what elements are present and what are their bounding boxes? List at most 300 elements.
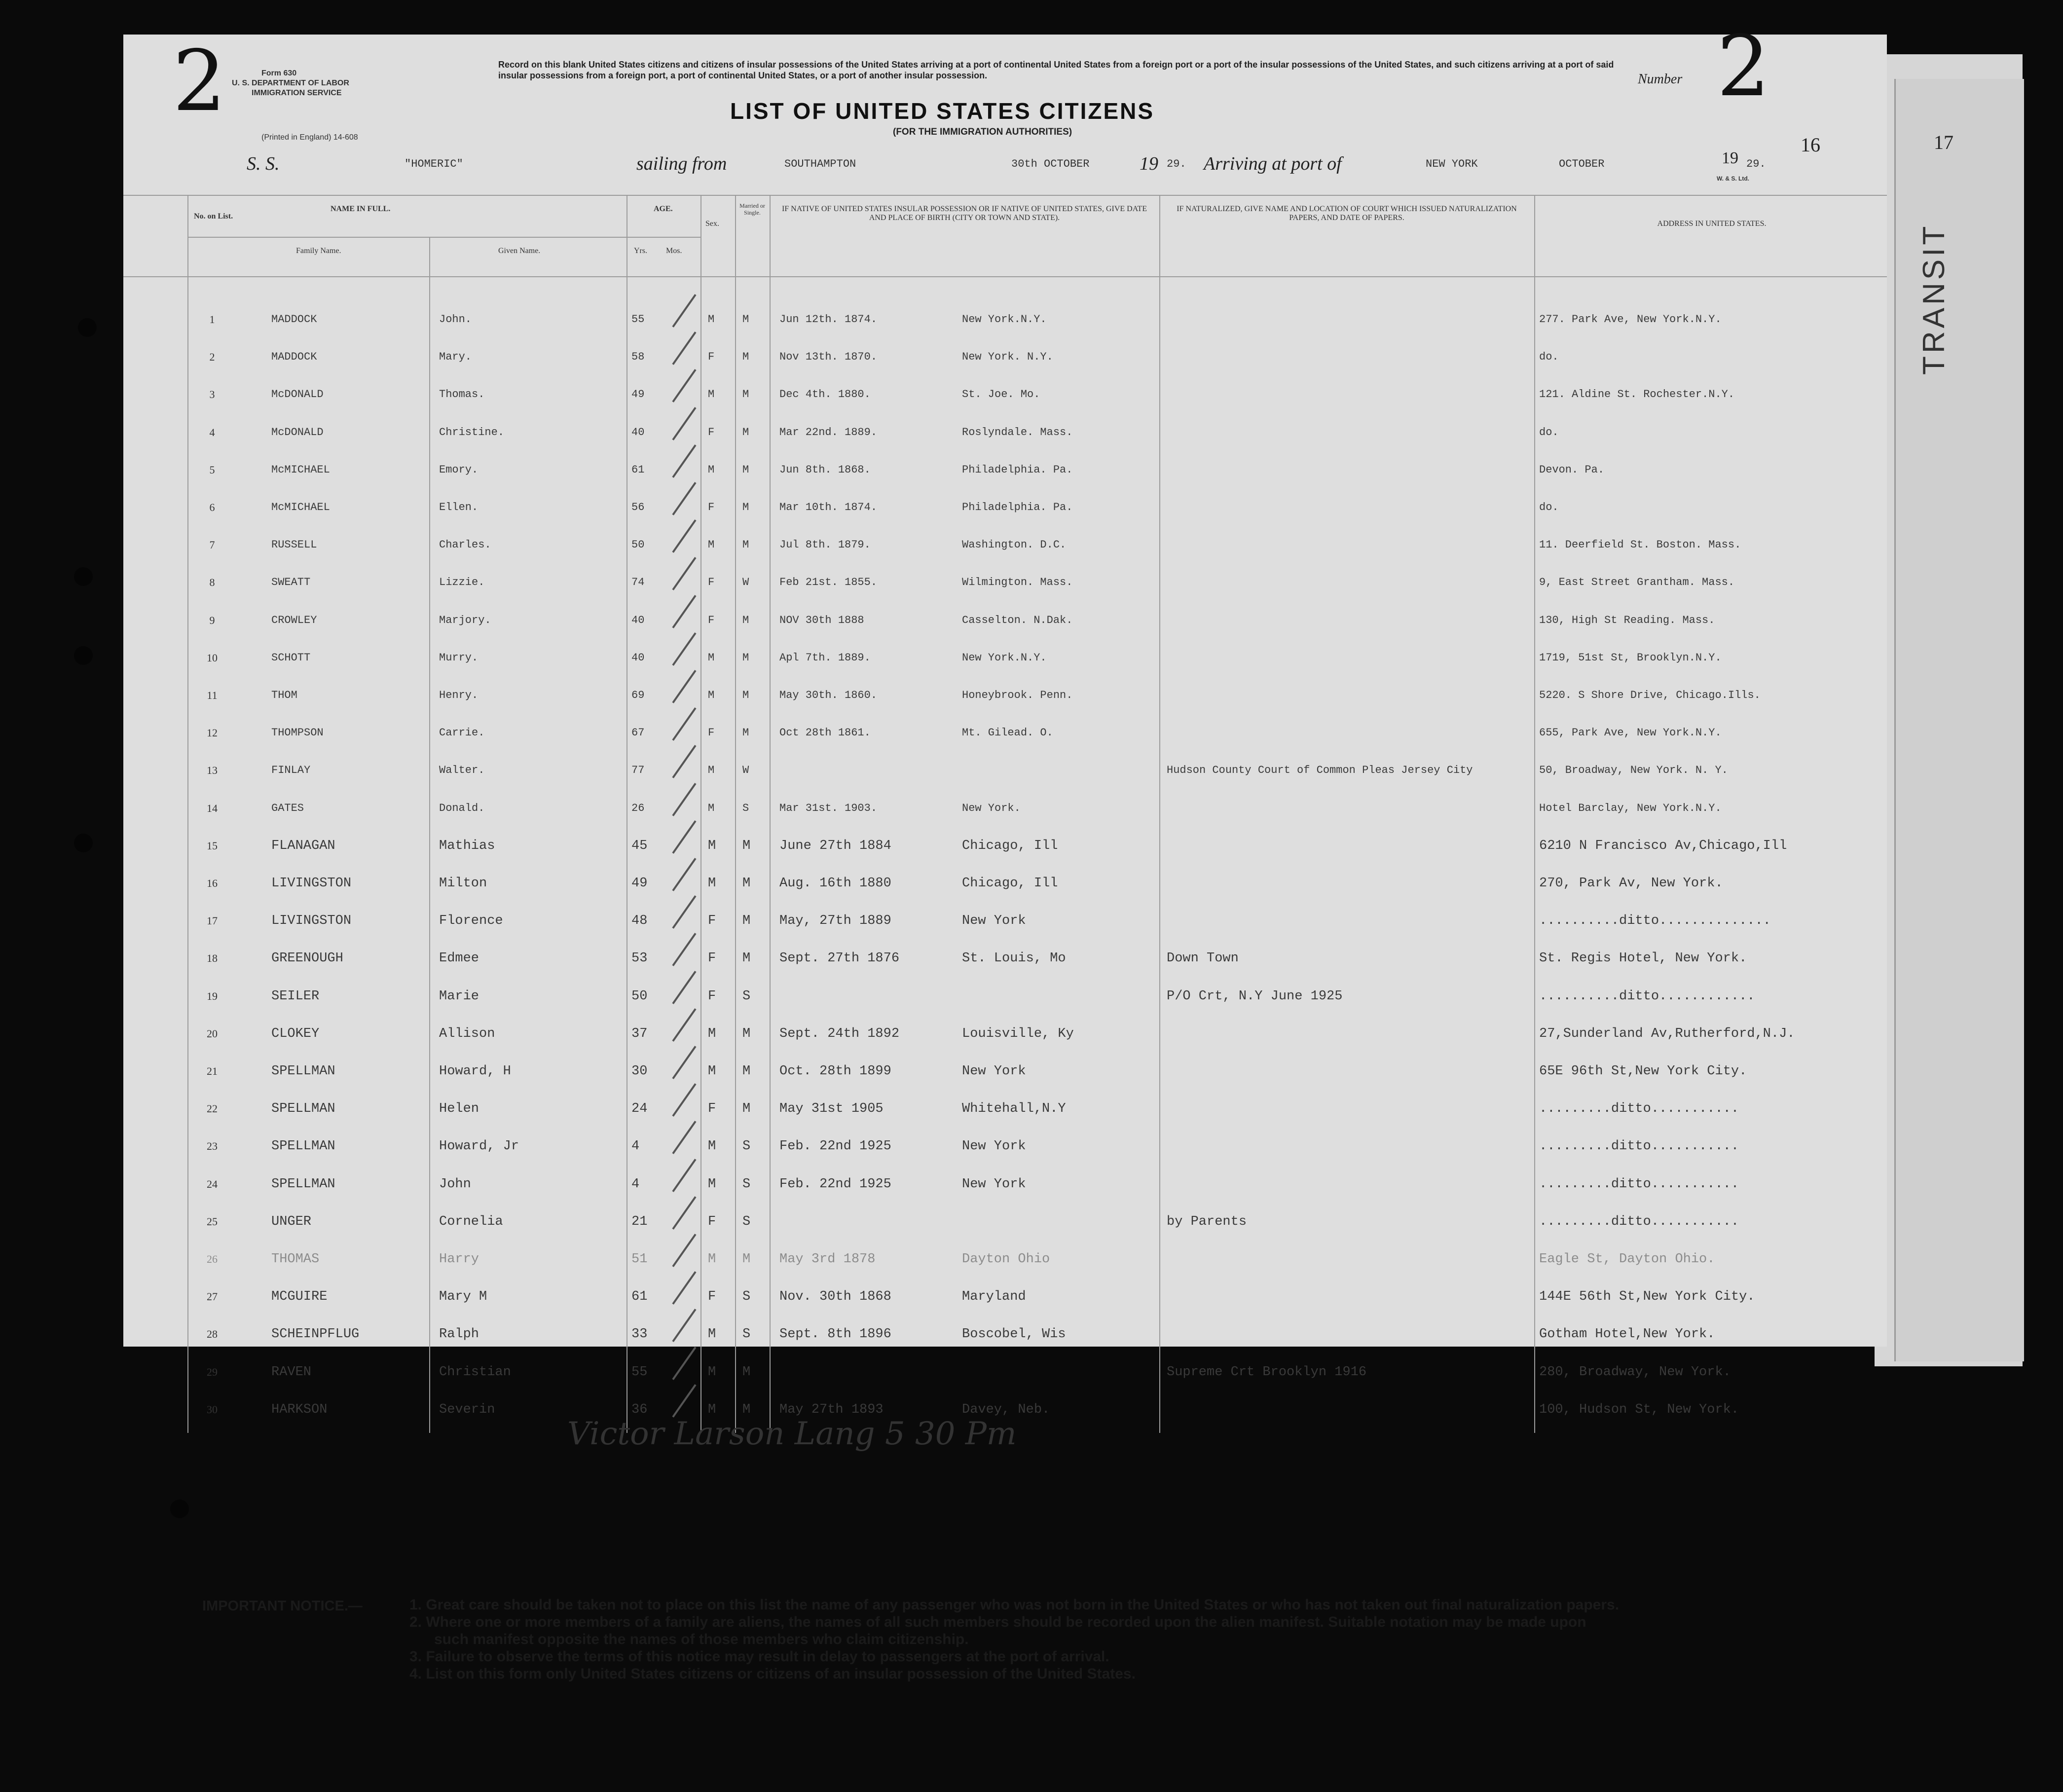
- given-name: Severin: [439, 1402, 495, 1417]
- age-years: 49: [631, 388, 645, 401]
- birth-date: May 27th 1893: [779, 1402, 884, 1417]
- sex: M: [708, 764, 715, 777]
- birth-place: Chicago, Ill: [962, 838, 1058, 853]
- col-header-given: Given Name.: [498, 247, 541, 255]
- family-name: CLOKEY: [271, 1026, 320, 1041]
- sex: F: [708, 1289, 716, 1305]
- age-years: 40: [631, 614, 645, 626]
- given-name: Cornelia: [439, 1214, 503, 1229]
- header-rule: [187, 237, 700, 238]
- age-years: 26: [631, 802, 645, 814]
- sex: M: [708, 539, 715, 551]
- given-name: Florence: [439, 914, 503, 929]
- family-name: MCGUIRE: [271, 1289, 328, 1305]
- row-number: 3: [209, 388, 215, 401]
- col-header-naturalization: IF NATURALIZED, GIVE NAME AND LOCATION OF COURT WHICH ISSUED NATURALIZATION PAPERS, AND DATE OF PAPERS.: [1177, 205, 1517, 222]
- family-name: THOMAS: [271, 1252, 320, 1267]
- header-rule: [123, 195, 1887, 196]
- us-address: 144E 56th St,New York City.: [1539, 1289, 1755, 1305]
- us-address: do.: [1539, 501, 1559, 513]
- printer-mark: W. & S. Ltd.: [1717, 175, 1749, 182]
- birth-place: Boscobel, Wis: [962, 1327, 1066, 1342]
- marital-status: S: [742, 1327, 751, 1342]
- sex: F: [708, 576, 715, 589]
- sex: M: [708, 1327, 716, 1342]
- marital-status: M: [742, 539, 749, 551]
- birth-date: Nov 13th. 1870.: [779, 351, 878, 364]
- family-name: FINLAY: [271, 764, 311, 777]
- table-row: [123, 1166, 1887, 1203]
- given-name: Henry.: [439, 689, 479, 701]
- number-label: Number: [1638, 72, 1683, 87]
- notice-label: IMPORTANT NOTICE.—: [202, 1598, 363, 1614]
- header-rule: [123, 276, 1887, 277]
- given-name: John.: [439, 313, 472, 326]
- birth-date: Oct 28th 1861.: [779, 727, 871, 739]
- given-name: Ralph: [439, 1327, 479, 1342]
- given-name: Christian: [439, 1364, 511, 1380]
- marital-status: M: [742, 614, 749, 626]
- given-name: Howard, H: [439, 1064, 511, 1079]
- age-years: 48: [631, 914, 648, 929]
- birth-place: Dayton Ohio: [962, 1252, 1050, 1267]
- sex: M: [708, 1364, 716, 1380]
- table-row: [123, 1278, 1887, 1316]
- row-number: 28: [207, 1328, 218, 1341]
- birth-date: Sept. 24th 1892: [779, 1026, 900, 1041]
- table-row: [123, 301, 1887, 338]
- family-name: RUSSELL: [271, 539, 317, 551]
- given-name: Milton: [439, 876, 487, 891]
- family-name: HARKSON: [271, 1402, 328, 1417]
- table-row: [123, 1353, 1887, 1391]
- birth-date: Dec 4th. 1880.: [779, 388, 871, 401]
- given-name: Harry: [439, 1252, 479, 1267]
- marital-status: M: [742, 426, 749, 439]
- marital-status: S: [742, 1139, 751, 1154]
- birth-date: May 30th. 1860.: [779, 689, 878, 701]
- row-number: 14: [207, 802, 218, 814]
- birth-place: Wilmington. Mass.: [962, 576, 1073, 589]
- age-years: 61: [631, 1289, 648, 1305]
- birth-date: Mar 31st. 1903.: [779, 802, 878, 814]
- binder-hole: [74, 834, 93, 852]
- row-number: 4: [209, 426, 215, 439]
- birth-date: Feb. 22nd 1925: [779, 1176, 891, 1192]
- arrival-port: NEW YORK: [1426, 158, 1478, 170]
- departure-date: 30th OCTOBER: [1011, 158, 1090, 170]
- row-number: 1: [209, 313, 215, 326]
- age-years: 67: [631, 727, 645, 739]
- birth-place: Chicago, Ill: [962, 876, 1058, 891]
- birth-place: New York. N.Y.: [962, 351, 1053, 364]
- birth-date: Mar 22nd. 1889.: [779, 426, 878, 439]
- given-name: Murry.: [439, 651, 479, 664]
- sex: F: [708, 1214, 716, 1229]
- row-number: 30: [207, 1403, 218, 1416]
- marital-status: M: [742, 501, 749, 513]
- given-name: Donald.: [439, 802, 485, 814]
- table-row: [123, 489, 1887, 526]
- arrival-month: OCTOBER: [1559, 158, 1605, 170]
- birth-place: New York.: [962, 802, 1021, 814]
- given-name: Emory.: [439, 463, 479, 476]
- col-header-no: No. on List.: [193, 212, 233, 220]
- given-name: Walter.: [439, 764, 485, 777]
- age-years: 24: [631, 1101, 648, 1117]
- us-address: .........ditto...........: [1539, 1176, 1739, 1192]
- table-row: [123, 1090, 1887, 1128]
- sex: F: [708, 727, 715, 739]
- family-name: SPELLMAN: [271, 1101, 335, 1117]
- birth-date: Feb. 22nd 1925: [779, 1139, 891, 1154]
- age-years: 74: [631, 576, 645, 589]
- birth-date: Jun 12th. 1874.: [779, 313, 878, 326]
- list-number: 2: [1717, 18, 1770, 115]
- row-number: 17: [207, 914, 218, 927]
- row-number: 7: [209, 539, 215, 551]
- age-years: 55: [631, 1364, 648, 1380]
- marital-status: M: [742, 388, 749, 401]
- birth-date: Oct. 28th 1899: [779, 1064, 891, 1079]
- family-name: SEILER: [271, 988, 320, 1004]
- given-name: Ellen.: [439, 501, 479, 513]
- age-years: 58: [631, 351, 645, 364]
- table-row: [123, 940, 1887, 977]
- family-name: SPELLMAN: [271, 1176, 335, 1192]
- marital-status: M: [742, 1026, 751, 1041]
- table-row: [123, 1241, 1887, 1278]
- age-years: 21: [631, 1214, 648, 1229]
- row-number: 16: [207, 877, 218, 889]
- birth-place: Mt. Gilead. O.: [962, 727, 1053, 739]
- age-years: 55: [631, 313, 645, 326]
- col-header-address: ADDRESS IN UNITED STATES.: [1657, 219, 1767, 228]
- sex: F: [708, 614, 715, 626]
- age-years: 50: [631, 539, 645, 551]
- us-address: 9, East Street Grantham. Mass.: [1539, 576, 1735, 589]
- marital-status: M: [742, 727, 749, 739]
- sex: M: [708, 313, 715, 326]
- us-address: 27,Sunderland Av,Rutherford,N.J.: [1539, 1026, 1795, 1041]
- family-name: LIVINGSTON: [271, 876, 352, 891]
- us-address: Eagle St, Dayton Ohio.: [1539, 1252, 1715, 1267]
- us-address: ..........ditto..............: [1539, 914, 1771, 929]
- table-row: [123, 902, 1887, 940]
- binder-hole: [74, 646, 93, 665]
- birth-date: June 27th 1884: [779, 838, 891, 853]
- birth-place: St. Louis, Mo: [962, 951, 1066, 966]
- marital-status: M: [742, 951, 751, 966]
- sex: M: [708, 1402, 716, 1417]
- birth-place: St. Joe. Mo.: [962, 388, 1040, 401]
- table-row: [123, 1015, 1887, 1053]
- us-address: 277. Park Ave, New York.N.Y.: [1539, 313, 1722, 326]
- birth-date: Mar 10th. 1874.: [779, 501, 878, 513]
- age-years: 37: [631, 1026, 648, 1041]
- marital-status: M: [742, 876, 751, 891]
- table-row: [123, 338, 1887, 376]
- naturalization: Down Town: [1167, 951, 1239, 966]
- sex: M: [708, 689, 715, 701]
- table-row: [123, 1316, 1887, 1353]
- us-address: St. Regis Hotel, New York.: [1539, 951, 1747, 966]
- col-header-mos: Mos.: [666, 247, 682, 255]
- service: IMMIGRATION SERVICE: [252, 89, 342, 97]
- birth-place: Whitehall,N.Y: [962, 1101, 1066, 1117]
- row-number: 15: [207, 839, 218, 852]
- marital-status: S: [742, 988, 751, 1004]
- us-address: .........ditto...........: [1539, 1101, 1739, 1117]
- family-name: McDONALD: [271, 426, 324, 439]
- us-address: 100, Hudson St, New York.: [1539, 1402, 1739, 1417]
- age-years: 77: [631, 764, 645, 777]
- row-number: 8: [209, 576, 215, 589]
- us-address: 270, Park Av, New York.: [1539, 876, 1723, 891]
- naturalization: Hudson County Court of Common Pleas Jersey City: [1167, 764, 1473, 777]
- family-name: McMICHAEL: [271, 463, 330, 476]
- age-years: 36: [631, 1402, 648, 1417]
- row-number: 23: [207, 1140, 218, 1153]
- row-number: 6: [209, 501, 215, 513]
- sex: M: [708, 651, 715, 664]
- transit-stamp: TRANSIT: [1917, 223, 1951, 375]
- age-years: 69: [631, 689, 645, 701]
- marital-status: M: [742, 1402, 751, 1417]
- family-name: GATES: [271, 802, 304, 814]
- given-name: Marjory.: [439, 614, 491, 626]
- birth-place: Philadelphia. Pa.: [962, 501, 1073, 513]
- marital-status: M: [742, 914, 751, 929]
- family-name: THOMPSON: [271, 727, 324, 739]
- marital-status: M: [742, 463, 749, 476]
- us-address: .........ditto...........: [1539, 1214, 1739, 1229]
- col-header-name: NAME IN FULL.: [331, 205, 391, 213]
- birth-place: Davey, Neb.: [962, 1402, 1050, 1417]
- birth-date: Jun 8th. 1868.: [779, 463, 871, 476]
- col-header-birth: IF NATIVE OF UNITED STATES INSULAR POSSESSION OR IF NATIVE OF UNITED STATES, GIVE DATE AND PLACE OF BIRTH (CITY OR TOWN AND STATE).: [781, 205, 1147, 222]
- marital-status: M: [742, 313, 749, 326]
- age-years: 4: [631, 1176, 640, 1192]
- row-number: 13: [207, 764, 218, 777]
- age-years: 49: [631, 876, 648, 891]
- year-value: 29.: [1167, 158, 1186, 170]
- naturalization: by Parents: [1167, 1214, 1247, 1229]
- age-years: 40: [631, 651, 645, 664]
- marital-status: M: [742, 1101, 751, 1117]
- sex: M: [708, 838, 716, 853]
- given-name: Carrie.: [439, 727, 485, 739]
- family-name: SPELLMAN: [271, 1064, 335, 1079]
- birth-place: New York: [962, 914, 1026, 929]
- us-address: 50, Broadway, New York. N. Y.: [1539, 764, 1728, 777]
- back-page-edge: [1894, 79, 2024, 1361]
- naturalization: Supreme Crt Brooklyn 1916: [1167, 1364, 1367, 1380]
- birth-place: Maryland: [962, 1289, 1026, 1305]
- table-row: [123, 677, 1887, 714]
- col-header-age: AGE.: [654, 205, 673, 213]
- notice-item-2-cont: such manifest opposite the names of those members who claim citizenship.: [434, 1631, 969, 1647]
- family-name: CROWLEY: [271, 614, 317, 626]
- table-row: [123, 978, 1887, 1015]
- arriving-label: Arriving at port of: [1204, 153, 1342, 174]
- given-name: Helen: [439, 1101, 479, 1117]
- row-number: 5: [209, 463, 215, 476]
- age-years: 4: [631, 1139, 640, 1154]
- row-number: 9: [209, 614, 215, 626]
- sex: M: [708, 802, 715, 814]
- sex: M: [708, 1064, 716, 1079]
- family-name: THOM: [271, 689, 297, 701]
- birth-date: Sept. 8th 1896: [779, 1327, 891, 1342]
- family-name: MADDOCK: [271, 351, 317, 364]
- birth-date: May 3rd 1878: [779, 1252, 876, 1267]
- table-row: [123, 790, 1887, 827]
- handwritten-signature: Victor Larson Lang 5 30 Pm: [567, 1416, 1017, 1452]
- birth-place: Roslyndale. Mass.: [962, 426, 1073, 439]
- birth-place: New York.N.Y.: [962, 651, 1047, 664]
- us-address: 121. Aldine St. Rochester.N.Y.: [1539, 388, 1735, 401]
- marital-status: S: [742, 1289, 751, 1305]
- binder-hole: [170, 1499, 189, 1518]
- marital-status: W: [742, 576, 749, 589]
- side-page-number: 17: [1934, 131, 1953, 153]
- birth-place: Honeybrook. Penn.: [962, 689, 1073, 701]
- us-address: ..........ditto............: [1539, 988, 1755, 1004]
- family-name: SPELLMAN: [271, 1139, 335, 1154]
- col-header-sex: Sex.: [705, 219, 719, 228]
- birth-place: New York.N.Y.: [962, 313, 1047, 326]
- us-address: 130, High St Reading. Mass.: [1539, 614, 1715, 626]
- family-name: FLANAGAN: [271, 838, 335, 853]
- ss-label: S. S.: [247, 153, 280, 174]
- table-row: [123, 639, 1887, 677]
- birth-place: Casselton. N.Dak.: [962, 614, 1073, 626]
- form-number: Form 630: [261, 69, 297, 77]
- table-row: [123, 451, 1887, 489]
- birth-place: Philadelphia. Pa.: [962, 463, 1073, 476]
- us-address: 11. Deerfield St. Boston. Mass.: [1539, 539, 1741, 551]
- marital-status: M: [742, 838, 751, 853]
- age-years: 53: [631, 951, 648, 966]
- birth-date: Nov. 30th 1868: [779, 1289, 891, 1305]
- row-number: 22: [207, 1102, 218, 1115]
- sex: F: [708, 426, 715, 439]
- given-name: John: [439, 1176, 471, 1192]
- manifest-sheet: [123, 18, 1887, 1682]
- naturalization: P/O Crt, N.Y June 1925: [1167, 988, 1343, 1004]
- birth-date: Feb 21st. 1855.: [779, 576, 878, 589]
- birth-place: Washington. D.C.: [962, 539, 1067, 551]
- marital-status: S: [742, 1176, 751, 1192]
- family-name: SWEATT: [271, 576, 311, 589]
- page-number: 16: [1801, 134, 1820, 156]
- sex: F: [708, 951, 716, 966]
- birth-date: Sept. 27th 1876: [779, 951, 900, 966]
- us-address: 6210 N Francisco Av,Chicago,Ill: [1539, 838, 1787, 853]
- row-number: 21: [207, 1065, 218, 1077]
- row-number: 19: [207, 989, 218, 1002]
- row-number: 10: [207, 651, 218, 664]
- age-years: 45: [631, 838, 648, 853]
- given-name: Mathias: [439, 838, 495, 853]
- us-address: 280, Broadway, New York.: [1539, 1364, 1731, 1380]
- birth-place: New York: [962, 1064, 1026, 1079]
- age-years: 56: [631, 501, 645, 513]
- sex: M: [708, 388, 715, 401]
- given-name: Lizzie.: [439, 576, 485, 589]
- age-years: 40: [631, 426, 645, 439]
- given-name: Allison: [439, 1026, 495, 1041]
- row-number: 20: [207, 1027, 218, 1040]
- marital-status: W: [742, 764, 749, 777]
- table-row: [123, 1053, 1887, 1090]
- given-name: Christine.: [439, 426, 505, 439]
- sailing-from-label: sailing from: [636, 153, 727, 174]
- sex: M: [708, 463, 715, 476]
- marital-status: M: [742, 1364, 751, 1380]
- col-header-married: Married or Single.: [739, 202, 765, 216]
- us-address: Hotel Barclay, New York.N.Y.: [1539, 802, 1722, 814]
- age-years: 30: [631, 1064, 648, 1079]
- marital-status: M: [742, 651, 749, 664]
- marital-status: M: [742, 351, 749, 364]
- given-name: Mary M: [439, 1289, 487, 1305]
- age-years: 33: [631, 1327, 648, 1342]
- given-name: Marie: [439, 988, 479, 1004]
- table-row: [123, 1203, 1887, 1241]
- row-number: 26: [207, 1253, 218, 1265]
- row-number: 29: [207, 1365, 218, 1378]
- us-address: do.: [1539, 351, 1559, 364]
- sex: M: [708, 1139, 716, 1154]
- table-row: [123, 376, 1887, 413]
- sex: F: [708, 914, 716, 929]
- given-name: Howard, Jr: [439, 1139, 519, 1154]
- sex: M: [708, 1252, 716, 1267]
- given-name: Thomas.: [439, 388, 485, 401]
- table-row: [123, 1128, 1887, 1165]
- sex: M: [708, 1176, 716, 1192]
- marital-status: S: [742, 1214, 751, 1229]
- header-instruction: Record on this blank United States citizens and citizens of insular possessions of the United States arriving at a port of continental United States from a foreign port or a port of the insular possessions of the United States, and such citizens arriving at a port of said insular possessions from a foreign port, a port of continental United States, or a port of another insular possession.: [498, 60, 1614, 80]
- table-row: [123, 827, 1887, 865]
- age-years: 50: [631, 988, 648, 1004]
- us-address: 1719, 51st St, Brooklyn.N.Y.: [1539, 651, 1722, 664]
- table-row: [123, 602, 1887, 639]
- table-row: [123, 752, 1887, 789]
- row-number: 18: [207, 952, 218, 965]
- sex: F: [708, 1101, 716, 1117]
- form-subtitle: (FOR THE IMMIGRATION AUTHORITIES): [893, 127, 1072, 137]
- age-years: 61: [631, 463, 645, 476]
- birth-date: May 31st 1905: [779, 1101, 884, 1117]
- col-header-yrs: Yrs.: [634, 247, 648, 255]
- sex: F: [708, 351, 715, 364]
- family-name: LIVINGSTON: [271, 914, 352, 929]
- arrival-year: 29.: [1746, 158, 1766, 170]
- us-address: 65E 96th St,New York City.: [1539, 1064, 1747, 1079]
- family-name: SCHOTT: [271, 651, 311, 664]
- birth-date: Jul 8th. 1879.: [779, 539, 871, 551]
- table-row: [123, 414, 1887, 451]
- marital-status: S: [742, 802, 749, 814]
- family-name: GREENOUGH: [271, 951, 343, 966]
- marital-status: M: [742, 1252, 751, 1267]
- us-address: .........ditto...........: [1539, 1139, 1739, 1154]
- table-row: [123, 714, 1887, 752]
- notice-item-4: 4. List on this form only United States citizens or citizens of an insular possession of the United States.: [409, 1666, 1136, 1682]
